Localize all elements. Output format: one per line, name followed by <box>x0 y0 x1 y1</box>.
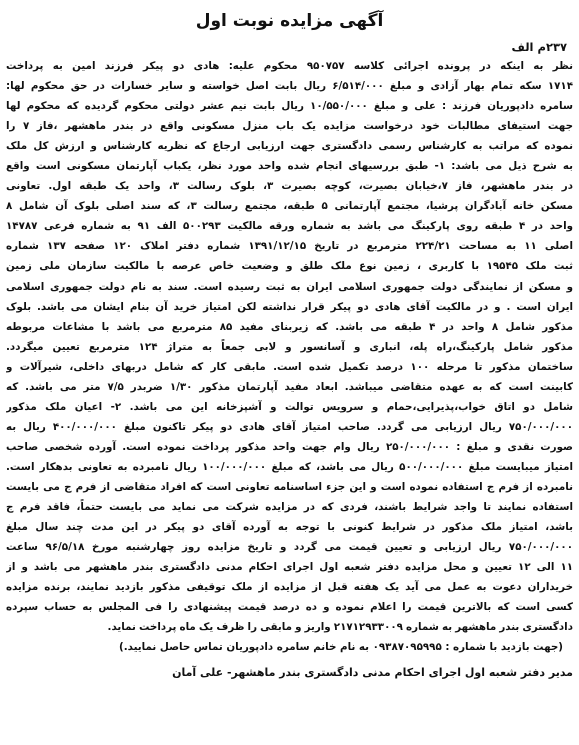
body-line: کسی است که بالاترین قیمت را اعلام نموده و ده درصد قیمت پیشنهادی را فی المجلس به حساب سپرده <box>6 601 573 614</box>
body-line: ساختمان مذکور تا مرحله ۱۰۰ درصد تکمیل شده است. مابقی کار که شامل دربهای داخلی، شیرآلات و <box>6 360 573 373</box>
body-line: باشد، امتیاز ملک مذکور در شرایط کنونی با توجه به آورده آقای دو پیکر در این مدت چند سال مبلغ <box>6 521 573 534</box>
body-line: مسکن خانه آبادگران پرشیا، مجتمع آپارتمانی ۵ طبقه، مجتمع رسالت ۳، که سند اصلی بلوک آن شامل ۸ <box>6 200 573 213</box>
contact-line: (جهت بازدید با شماره : ۰۹۳۸۷۰۹۵۹۹۵ به نام خانم سامره دادپوریان تماس حاصل نمایید.) <box>119 641 563 654</box>
body-line: ۱۱ الی ۱۲ تعیین و محل مزایده دفتر شعبه اول اجرای احکام مدنی دادگستری بندر ماهشهر می باشد و از <box>6 561 573 574</box>
body-line: ۷۵۰/۰۰۰/۰۰۰ ریال ارزیابی و تعیین قیمت می گردد و تاریخ مزایده روز چهارشنبه مورخ ۹۶/۵/۱۸ ساعت <box>6 541 573 554</box>
reference-number: ۲۳۷م الف <box>511 40 567 54</box>
body-line: مذکور شامل ۸ واحد در ۴ طبقه می باشد. که زیربنای مفید ۸۵ مترمربع می باشد با مشاعات مربوطه <box>6 320 573 333</box>
body-line: به شرح ذیل می باشد: ۱- طبق بررسیهای انجام شده واحد مورد نظر، یکباب آپارتمان مسکونی است واقع <box>6 160 573 173</box>
body-line: شامل دو اتاق خواب،پذیرایی،حمام و سرویس توالت و آشپزخانه این می باشد. ۲- اعیان ملک مذکور <box>6 400 573 413</box>
body-line: و مسکن از نمایندگی دولت جمهوری اسلامی ایران به ثبت رسیده است. سند به نام دولت جمهوری اسلامی <box>6 280 573 293</box>
title-row <box>6 4 573 38</box>
body-line: امتیاز میبایست مبلغ ۵۰۰/۰۰۰/۰۰۰ ریال می باشد، که مبلغ ۱۰۰/۰۰۰/۰۰۰ ریال نامبرده به تعاونی بدهکار است. <box>6 460 573 473</box>
body-line: نموده که مراتب به کارشناس رسمی دادگستری جهت ارزیابی ارجاع که نظریه کارشناس و ارزش کل ملک <box>6 140 573 153</box>
body-line: ایران است . و در مالکیت آقای هادی دو پیکر قرار نداشته لکن امتیاز خرید آن بنام ایشان می باشد. بلوک <box>6 300 573 313</box>
body-line: ثبت ملک ۱۹۵۴۵ با کاربری ، زمین نوع ملک طلق و وضعیت خاص عرصه با مالکیت سازمان ملی زمین <box>6 260 573 273</box>
body-line: اصلی ۱۱ به مساحت ۲۲۴/۲۱ مترمربع در تاریخ ۱۳۹۱/۱۲/۱۵ شماره دفتر املاک ۱۲۰ صفحه ۱۳۷ شماره <box>6 240 573 253</box>
body-line: نظر به اینکه در پرونده اجرائی کلاسه ۹۵۰۷۵۷ محکوم علیه: هادی دو پیکر فرزند امین به پرداخت <box>6 60 573 72</box>
body-line: استفاده نمایند تا واجد شرایط باشند، فردی که در مزایده شرکت می نماید می بایست حتماً، فاقد فرم ج <box>6 501 573 514</box>
signature-line: مدیر دفتر شعبه اول اجرای احکام مدنی دادگستری بندر ماهشهر- علی آمان <box>172 666 573 680</box>
body-line: ۱۷۱۴ سکه تمام بهار آزادی و مبلغ ۶/۵۱۴/۰۰۰ ریال بابت اصل خواسته و سایر خسارات در حق محکوم لها: <box>6 80 573 93</box>
notice-body <box>6 56 573 637</box>
body-line: ۷۵۰/۰۰۰/۰۰۰ ریال ارزیابی می گردد. صاحب امتیاز آقای هادی دو پیکر تاکنون مبلغ ۴۰۰/۰۰۰/۰۰۰ ریال به <box>6 420 573 433</box>
body-line: صورت نقدی و مبلغ : ۲۵۰/۰۰۰/۰۰۰ ریال وام جهت واحد مذکور پرداخت نموده است. آورده شخصی صاحب <box>6 440 573 453</box>
body-line: در بندر ماهشهر، فاز ۷،خیابان بصیرت، کوچه بصیرت ۳، بلوک رسالت ۳، واحد یک طبقه اول. تعاونی <box>6 180 573 193</box>
body-line: دادگستری بندر ماهشهر به شماره ۲۱۷۱۲۹۳۳۰۰۹ واریز و مابقی را ظرف یک ماه پرداخت نماید. <box>107 621 573 634</box>
body-line: جهت استیفای مطالبات خود درخواست مزایده یک باب منزل مسکونی واقع در بندر ماهشهر ،فاز ۷ را <box>6 120 573 133</box>
notice-title: آگهی مزایده نوبت اول <box>195 11 384 31</box>
body-line: نامبرده از فرم ج استفاده نموده است و این جزء اساسنامه تعاونی است که افراد متقاضی از فرم ج می بایست <box>6 480 573 493</box>
body-line: واحد در ۴ طبقه روی پارکینگ می باشد به شماره ورقه مالکیت ۵۰۰۲۹۳ الف ۹۱ به شماره فرعی ۱۴۷۸۷ <box>6 220 573 233</box>
body-line: مذکور شامل پارکینگ،راه پله، انباری و آسانسور و لابی جمعاً به متراژ ۱۲۴ مترمربع تعیین میگردد. <box>6 340 573 353</box>
body-line: خریداران دعوت به عمل می آید یک هفته قبل از مزایده از ملک توقیفی مذکور بازدید نمایند، برنده مزایده <box>6 581 573 594</box>
body-line: سامره دادپوریان فرزند : علی و مبلغ ۱۰/۵۵۰/۰۰۰ ریال بابت نیم عشر دولتی محکوم گردیده که محکوم لها <box>6 100 573 113</box>
body-line: کابینت است که به عهده متقاضی میباشد. ابعاد مفید آپارتمان مذکور ۱/۳۰ ضربدر ۷/۵ متر می باشد. که <box>6 380 573 393</box>
